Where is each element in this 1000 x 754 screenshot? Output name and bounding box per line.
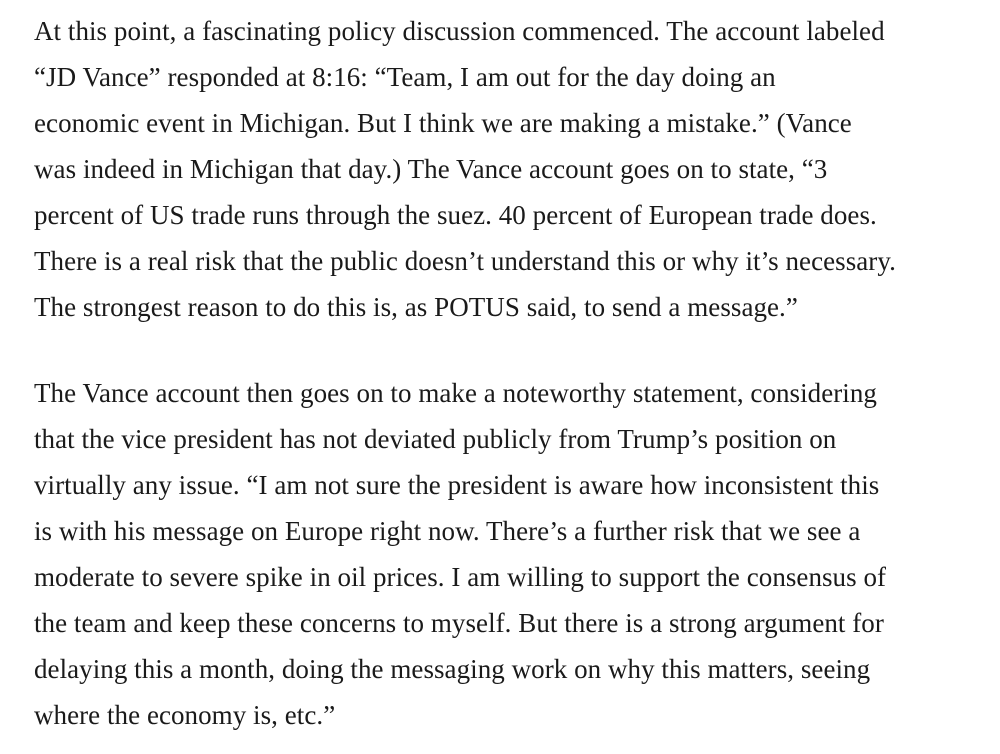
text-line: that the vice president has not deviated publicly from Trump’s position on [34,424,837,454]
text-line: where the economy is, etc.” [34,700,336,730]
text-line: moderate to severe spike in oil prices. I am willing to support the consensus of [34,562,887,592]
text-line: the team and keep these concerns to myself. But there is a strong argument for [34,608,884,638]
article-body [34,8,984,738]
text-line: delaying this a month, doing the messaging work on why this matters, seeing [34,654,871,684]
text-line: At this point, a fascinating policy discussion commenced. The account labeled [34,16,885,46]
text-line: was indeed in Michigan that day.) The Vance account goes on to state, “3 [34,154,828,184]
paragraph-2 [34,370,984,738]
text-line: economic event in Michigan. But I think we are making a mistake.” (Vance [34,108,852,138]
text-line: There is a real risk that the public doesn’t understand this or why it’s necessary. [34,246,896,276]
text-line: “JD Vance” responded at 8:16: “Team, I am out for the day doing an [34,62,776,92]
text-line: percent of US trade runs through the suez. 40 percent of European trade does. [34,200,877,230]
text-line: is with his message on Europe right now. There’s a further risk that we see a [34,516,861,546]
paragraph-1 [34,8,984,330]
text-line: virtually any issue. “I am not sure the president is aware how inconsistent this [34,470,880,500]
text-line: The Vance account then goes on to make a noteworthy statement, considering [34,378,877,408]
text-line: The strongest reason to do this is, as POTUS said, to send a message.” [34,292,798,322]
